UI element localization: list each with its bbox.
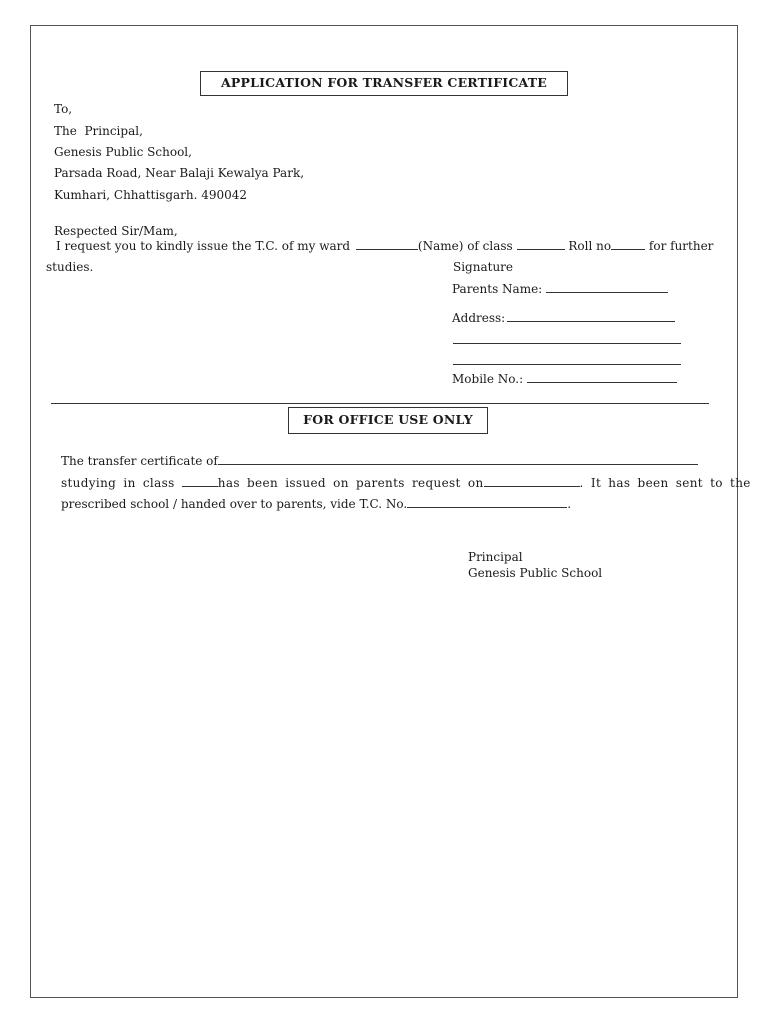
studying-class-blank[interactable] (182, 476, 218, 487)
request-text-3: Roll no (568, 239, 612, 253)
salutation: Respected Sir/Mam, (54, 224, 178, 238)
mobile-label: Mobile No.: (452, 372, 524, 386)
request-text-1: I request you to kindly issue the T.C. of my ward (56, 239, 351, 253)
student-name-blank[interactable] (218, 454, 698, 465)
address-row (452, 311, 675, 325)
address-to: To, (54, 102, 73, 116)
office-text-2c: . It has been sent to the (579, 476, 751, 490)
office-line-1 (61, 454, 698, 468)
office-text-3a: prescribed school / handed over to parents, vide T.C. No. (61, 497, 408, 511)
address-principal: The Principal, (54, 124, 143, 138)
mobile-row (452, 372, 677, 386)
address-road: Parsada Road, Near Balaji Kewalya Park, (54, 166, 305, 180)
request-text-4: for further (648, 239, 714, 253)
address-label: Address: (452, 311, 506, 325)
ward-name-blank[interactable] (356, 239, 418, 250)
signature-label: Signature (453, 260, 514, 274)
request-text-5: studies. (46, 260, 94, 274)
address-blank-2[interactable] (453, 343, 681, 344)
parents-name-row (452, 282, 668, 296)
mobile-blank[interactable] (527, 372, 677, 383)
principal-designation: Principal (468, 550, 523, 564)
office-text-3b: . (567, 497, 572, 511)
address-city: Kumhari, Chhattisgarh. 490042 (54, 188, 248, 202)
address-school: Genesis Public School, (54, 145, 192, 159)
section-divider (51, 403, 709, 404)
document-title: APPLICATION FOR TRANSFER CERTIFICATE (200, 71, 568, 96)
office-line-3 (61, 497, 571, 511)
office-text-2b: has been issued on parents request on (217, 476, 484, 490)
office-use-heading: FOR OFFICE USE ONLY (288, 407, 488, 434)
address-blank-3[interactable] (453, 364, 681, 365)
parents-name-label: Parents Name: (452, 282, 543, 296)
tc-number-blank[interactable] (407, 497, 567, 508)
address-blank-1[interactable] (507, 311, 675, 322)
office-text-2a: studying in class (61, 476, 175, 490)
parents-name-blank[interactable] (546, 282, 668, 293)
request-text-2: (Name) of class (417, 239, 513, 253)
class-blank[interactable] (517, 239, 565, 250)
issue-date-blank[interactable] (484, 476, 580, 487)
office-line-2 (61, 476, 751, 490)
office-text-1: The transfer certificate of (61, 454, 218, 468)
request-line (56, 239, 713, 253)
roll-no-blank[interactable] (611, 239, 645, 250)
principal-school: Genesis Public School (468, 566, 603, 580)
